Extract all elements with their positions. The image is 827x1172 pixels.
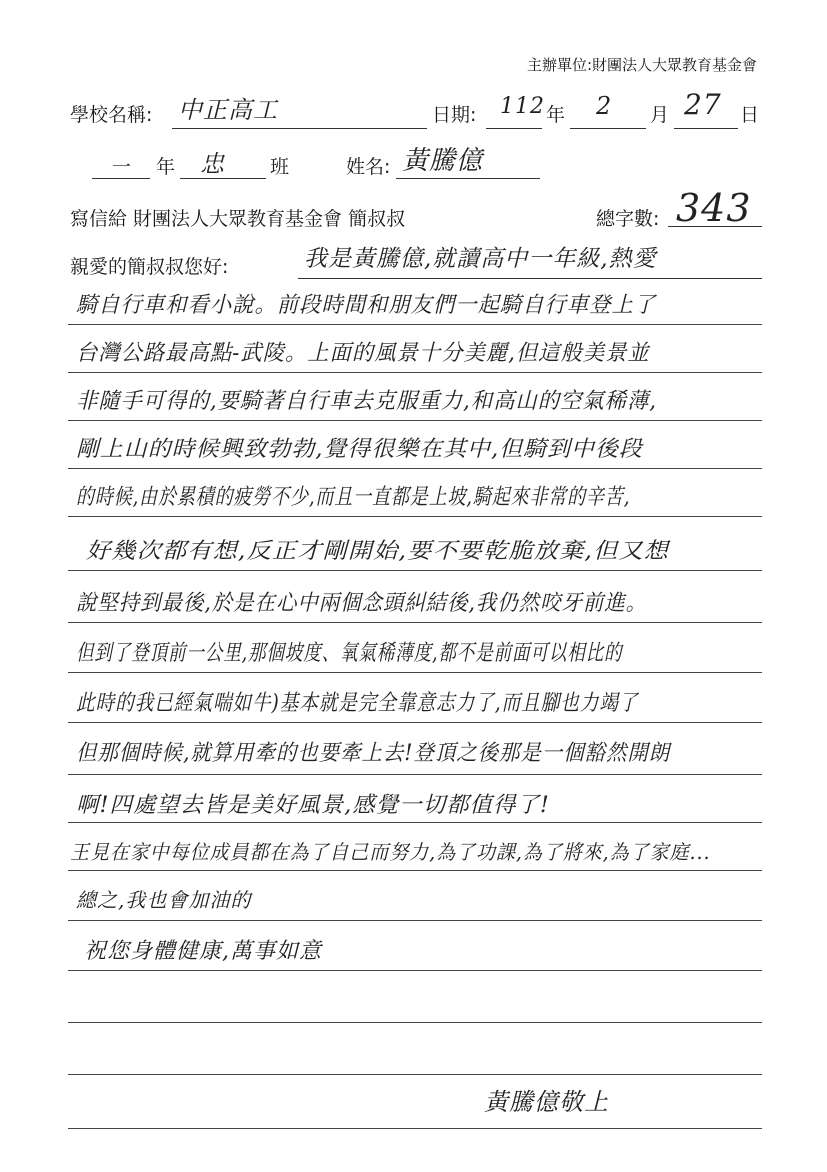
ruled-line-18 <box>68 1128 762 1129</box>
grade-value: 一 <box>112 156 132 178</box>
letter-line: 但到了登頂前一公里,那個坡度、氧氣稀薄度,都不是前面可以相比的 <box>76 641 623 666</box>
letter-line: 說堅持到最後,於是在心中兩個念頭糾結後,我仍然咬牙前進。 <box>76 591 648 616</box>
name-underline <box>396 178 540 179</box>
ruled-line-1 <box>298 278 762 279</box>
ruled-line-6 <box>68 516 762 517</box>
letter-line: 啊!四處望去皆是美好風景,感覺一切都值得了! <box>76 793 550 818</box>
school-label: 學校名稱: <box>70 104 153 126</box>
month-unit: 月 <box>650 104 670 126</box>
letter-line: 總之,我也會加油的 <box>76 888 252 912</box>
ruled-line-7 <box>68 570 762 571</box>
letter-line: 我是黃騰億,就讀高中一年級,熱愛 <box>304 246 657 272</box>
name-value: 黃騰億 <box>402 146 484 176</box>
word-count-label: 總字數: <box>596 208 660 230</box>
letter-line: 好幾次都有想,反正才剛開始,要不要乾脆放棄,但又想 <box>86 539 669 564</box>
ruled-line-2 <box>68 324 762 325</box>
date-day: 27 <box>684 88 722 121</box>
date-year: 112 <box>500 94 545 119</box>
letter-to-label: 寫信給 財團法人大眾教育基金會 簡叔叔 <box>70 208 406 230</box>
school-underline <box>172 128 427 129</box>
day-unit: 日 <box>740 104 760 126</box>
class-unit: 班 <box>270 156 290 178</box>
ruled-line-14 <box>68 920 762 921</box>
ruled-line-10 <box>68 722 762 723</box>
greeting: 親愛的簡叔叔您好: <box>70 256 229 278</box>
class-value: 忠 <box>200 150 225 178</box>
sponsor-text: 主辦單位:財團法人大眾教育基金會 <box>526 56 757 74</box>
ruled-line-5 <box>68 468 762 469</box>
year-underline <box>486 128 542 129</box>
day-underline <box>674 128 738 129</box>
ruled-line-16 <box>68 1022 762 1023</box>
ruled-line-8 <box>68 622 762 623</box>
year-unit: 年 <box>546 104 566 126</box>
ruled-line-9 <box>68 672 762 673</box>
ruled-line-15 <box>68 970 762 971</box>
ruled-line-11 <box>68 774 762 775</box>
ruled-line-12 <box>68 822 762 823</box>
letter-line: 騎自行車和看小說。前段時間和朋友們一起騎自行車登上了 <box>76 293 657 318</box>
letter-line: 非隨手可得的,要騎著自行車去克服重力,和高山的空氣稀薄, <box>76 389 658 414</box>
month-underline <box>570 128 646 129</box>
date-month: 2 <box>596 92 613 120</box>
letter-line: 的時候,由於累積的疲勞不少,而且一直都是上坡,騎起來非常的辛苦, <box>76 485 631 510</box>
letter-line: 王見在家中每位成員都在為了自己而努力,為了功課,為了將來,為了家庭... <box>70 840 711 864</box>
word-count-value: 343 <box>676 186 752 230</box>
name-label: 姓名: <box>346 156 391 178</box>
letter-line: 台灣公路最高點-武陵。上面的風景十分美麗,但這般美景並 <box>76 341 650 366</box>
ruled-line-4 <box>68 420 762 421</box>
school-value: 中正高工 <box>178 96 278 124</box>
ruled-line-13 <box>68 870 762 871</box>
ruled-line-3 <box>68 372 762 373</box>
grade-unit: 年 <box>156 156 176 178</box>
date-label: 日期: <box>432 104 477 126</box>
letter-line: 但那個時候,就算用牽的也要牽上去!登頂之後那是一個豁然開朗 <box>76 741 671 766</box>
ruled-line-17 <box>68 1074 762 1075</box>
closing-line: 祝您身體健康,萬事如意 <box>84 939 322 964</box>
letter-line: 此時的我已經氣喘如牛)基本就是完全靠意志力了,而且腳也力竭了 <box>76 691 639 716</box>
letter-line: 剛上山的時候興致勃勃,覺得很樂在其中,但騎到中後段 <box>76 437 643 462</box>
signature: 黃騰億敬上 <box>484 1088 609 1116</box>
